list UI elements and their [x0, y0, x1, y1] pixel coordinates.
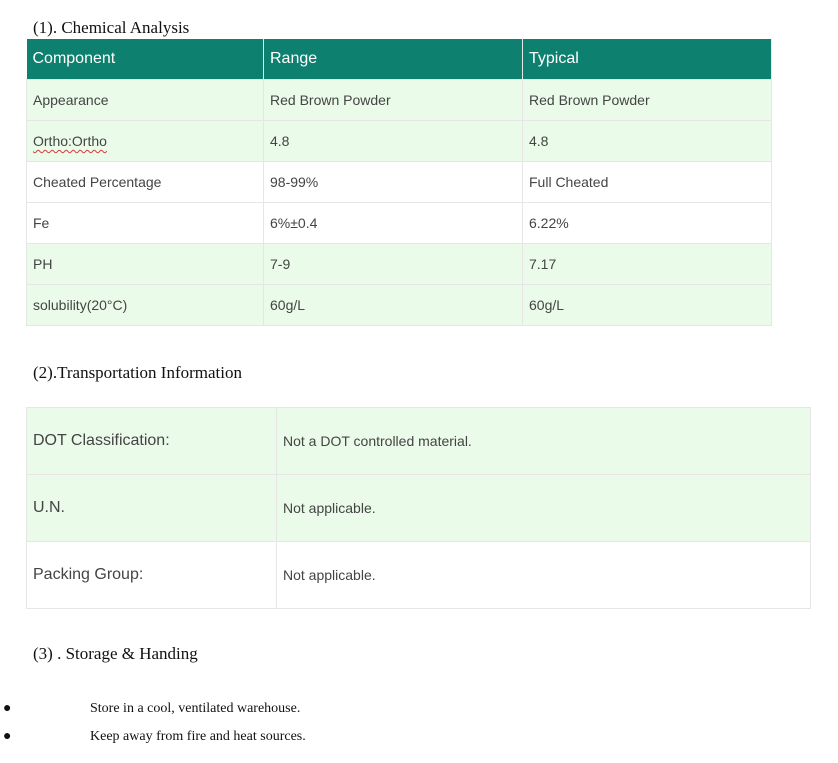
table-row: [27, 203, 772, 244]
component-cell: [27, 121, 264, 162]
list-item-text: Keep away from fire and heat sources.: [90, 729, 306, 744]
table-row: [27, 475, 811, 542]
range-cell: 7-9: [264, 244, 523, 285]
bullet-icon: ●: [3, 729, 12, 744]
chemical-analysis-table: [26, 39, 772, 326]
spellcheck-underlined-text: Ortho:Ortho: [33, 133, 107, 149]
table-row: [27, 80, 772, 121]
typical-cell: 7.17: [523, 244, 772, 285]
component-cell: PH: [27, 244, 264, 285]
component-cell: Fe: [27, 203, 264, 244]
transport-value-cell: Not applicable.: [277, 542, 811, 609]
transportation-heading: (2).Transportation Information: [33, 363, 243, 382]
component-cell: Appearance: [27, 80, 264, 121]
range-cell: 4.8: [264, 121, 523, 162]
transportation-table: [26, 407, 811, 609]
column-header-typical: Typical: [523, 39, 772, 80]
range-cell: 60g/L: [264, 285, 523, 326]
table-row: [27, 121, 772, 162]
column-header-range: Range: [264, 39, 523, 80]
table-header-row: [27, 39, 772, 80]
table-row: [27, 285, 772, 326]
table-row: [27, 542, 811, 609]
component-cell: solubility(20°C): [27, 285, 264, 326]
storage-heading: (3) . Storage & Handing: [33, 644, 198, 663]
typical-cell: 6.22%: [523, 203, 772, 244]
table-row: [27, 162, 772, 203]
range-cell: Red Brown Powder: [264, 80, 523, 121]
transport-value-cell: Not a DOT controlled material.: [277, 408, 811, 475]
transport-key-cell: U.N.: [27, 475, 277, 542]
bullet-icon: ●: [3, 701, 12, 716]
transport-key-cell: Packing Group:: [27, 542, 277, 609]
chemical-analysis-heading: (1). Chemical Analysis: [33, 18, 190, 37]
range-cell: 6%±0.4: [264, 203, 523, 244]
range-cell: 98-99%: [264, 162, 523, 203]
typical-cell: Red Brown Powder: [523, 80, 772, 121]
table-row: [27, 244, 772, 285]
table-row: [27, 408, 811, 475]
typical-cell: Full Cheated: [523, 162, 772, 203]
typical-cell: 60g/L: [523, 285, 772, 326]
list-item-text: Store in a cool, ventilated warehouse.: [90, 701, 301, 716]
transport-value-cell: Not applicable.: [277, 475, 811, 542]
transport-key-cell: DOT Classification:: [27, 408, 277, 475]
component-cell: Cheated Percentage: [27, 162, 264, 203]
typical-cell: 4.8: [523, 121, 772, 162]
column-header-component: Component: [27, 39, 264, 80]
